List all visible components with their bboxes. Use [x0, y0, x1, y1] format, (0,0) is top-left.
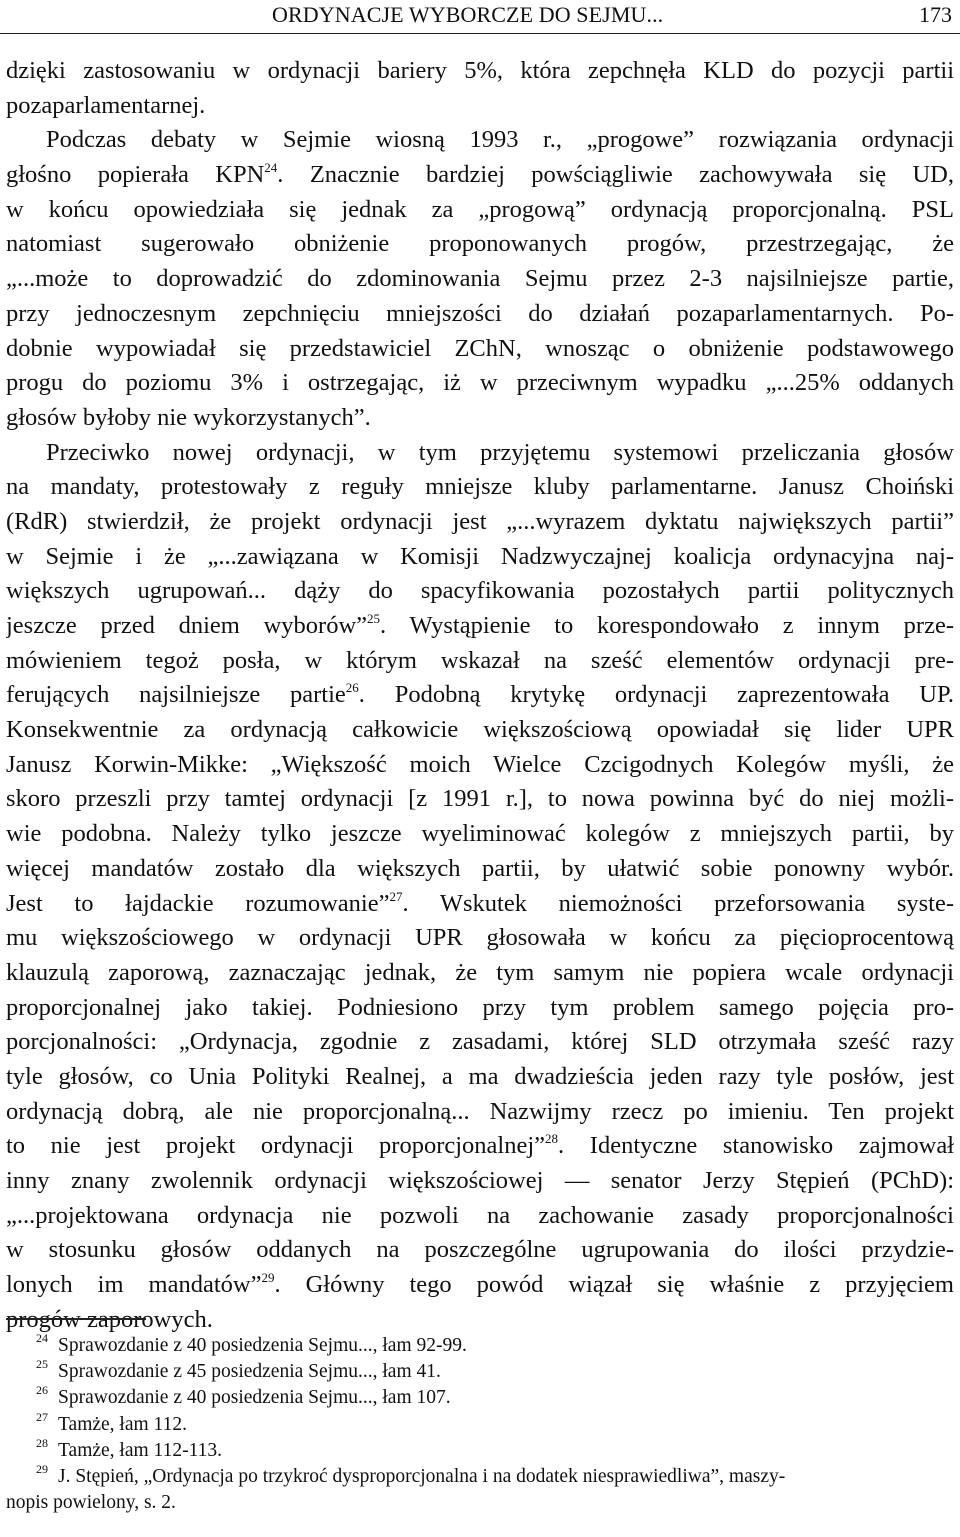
text-line	[6, 1129, 954, 1164]
text-line: dobnie wypowiadał się przedstawiciel ZChN, wnosząc o obniżenie podstawowego	[6, 334, 954, 362]
footnote	[6, 1333, 954, 1359]
text-line: w stosunku głosów oddanych na poszczególne ugrupowania do ilości przydzie-	[6, 1236, 954, 1264]
text-line: „...projektowana ordynacja nie pozwoli na zachowanie zasady proporcjonalności	[6, 1201, 954, 1229]
footnote-ref: 24	[264, 160, 278, 176]
footnote-ref: 27	[389, 888, 403, 904]
text-segment: . Wskutek niemożności przeforsowania syste-	[402, 889, 954, 917]
text-line: „...może to doprowadzić do zdominowania Sejmu przez 2-3 najsilniejsze partie,	[6, 265, 954, 293]
footnote-number: 24	[36, 1333, 48, 1345]
running-title: ORDYNACJE WYBORCZE DO SEJMU...	[272, 2, 664, 27]
text-line: proporcjonalnej jako takiej. Podniesiono przy tym problem samego pojęcia pro-	[6, 993, 954, 1021]
text-line: tyle głosów, co Unia Polityki Realnej, a ma dwadzieścia jeden razy tyle posłów, jest	[6, 1062, 954, 1090]
body-text	[6, 54, 954, 1337]
footnote-text: Sprawozdanie z 40 posiedzenia Sejmu..., łam 92-99.	[58, 1335, 467, 1356]
text-line	[6, 1268, 954, 1303]
page-number: 173	[919, 2, 952, 27]
footnote	[6, 1438, 954, 1464]
text-line: progów zaporowych.	[6, 1305, 213, 1333]
text-line: ordynacją dobrą, ale nie proporcjonalną... Nazwijmy rzecz po imieniu. Ten projekt	[6, 1097, 954, 1125]
footnote-text: Sprawozdanie z 40 posiedzenia Sejmu..., łam 107.	[58, 1387, 451, 1409]
text-line	[6, 887, 954, 922]
text-line: Przeciwko nowej ordynacji, w tym przyjętemu systemowi przeliczania głosów	[46, 438, 954, 466]
text-line: inny znany zwolennik ordynacji większościowej — senator Jerzy Stępień (PChD):	[6, 1167, 954, 1194]
footnote-ref: 25	[367, 611, 381, 626]
text-line: dzięki zastosowaniu w ordynacji bariery 5%, która zepchnęła KLD do pozycji partii	[6, 57, 954, 84]
footnotes	[6, 1333, 954, 1516]
footnote	[6, 1412, 954, 1438]
text-line: skoro przeszli przy tamtej ordynacji [z 1991 r.], to nowa powinna być do niej możli-	[6, 785, 954, 813]
text-line: natomiast sugerowało obniżenie proponowanych progów, przestrzegając, że	[6, 230, 954, 258]
footnote	[6, 1385, 954, 1411]
text-line: na mandaty, protestowały z reguły mniejsze kluby parlamentarne. Janusz Choiński	[6, 473, 954, 501]
text-line: Podczas debaty w Sejmie wiosną 1993 r., „progowe” rozwiązania ordynacji	[46, 126, 954, 154]
text-line: w Sejmie i że „...zawiązana w Komisji Nadzwyczajnej koalicja ordynacyjna naj-	[6, 542, 954, 570]
text-line: Konsekwentnie za ordynacją całkowicie większościową opowiadał się lider UPR	[6, 716, 954, 744]
text-line: porcjonalności: „Ordynacja, zgodnie z zasadami, której SLD otrzymała sześć razy	[6, 1028, 954, 1056]
footnote-text: J. Stępień, „Ordynacja po trzykroć dysproporcjonalna i na dodatek niesprawiedliwa”, maszy-	[58, 1465, 786, 1487]
text-segment: Jest to łajdackie rozumowanie”	[6, 889, 390, 917]
text-line	[6, 609, 954, 644]
footnote-number: 26	[36, 1385, 48, 1398]
text-line: Janusz Korwin-Mikke: „Większość moich Wielce Czcigodnych Kolegów myśli, że	[6, 750, 954, 778]
text-segment: głośno popierała KPN	[6, 161, 265, 189]
footnote-rule	[6, 1318, 146, 1320]
footnote-text: Tamże, łam 112.	[58, 1413, 187, 1435]
footnote-number: 27	[36, 1411, 48, 1424]
text-line: pozaparlamentarnej.	[6, 91, 206, 119]
footnote-text: Sprawozdanie z 45 posiedzenia Sejmu..., łam 41.	[58, 1361, 441, 1383]
text-line: więcej mandatów zostało dla większych partii, by ułatwić sobie ponowny wybór.	[6, 854, 954, 882]
footnote	[6, 1464, 954, 1490]
footnote	[6, 1359, 954, 1385]
text-segment: lonych im mandatów”	[6, 1271, 262, 1299]
text-line: mu większościowego w ordynacji UPR głosowała w końcu za pięcioprocentową	[6, 924, 954, 952]
footnote-ref: 29	[261, 1270, 275, 1286]
footnote-number: 29	[36, 1463, 48, 1476]
text-line: przy jednoczesnym zepchnięciu mniejszości do działań pozaparlamentarnych. Po-	[6, 299, 954, 327]
text-line: wie podobna. Należy tylko jeszcze wyeliminować kolegów z mniejszych partii, by	[6, 820, 954, 848]
header-rule	[0, 33, 960, 34]
text-segment: . Podobną krytykę ordynacji zaprezentowała UP.	[358, 681, 954, 709]
text-line: w końcu opowiedziała się jednak za „progową” ordynacją proporcjonalną. PSL	[6, 195, 954, 223]
text-segment: . Identyczne stanowisko zajmował	[558, 1132, 954, 1160]
footnote-text: Tamże, łam 112-113.	[58, 1439, 222, 1461]
text-line	[6, 158, 954, 193]
text-segment: to nie jest projekt ordynacji proporcjonalnej”	[6, 1132, 546, 1160]
text-line: mówieniem tegoż posła, w którym wskazał na sześć elementów ordynacji pre-	[6, 646, 954, 674]
text-segment: ferujących najsilniejsze partie	[6, 681, 346, 709]
text-segment: . Wystąpienie to korespondowało z innym prze-	[380, 612, 954, 639]
footnote-number: 25	[36, 1359, 48, 1372]
text-segment: . Główny tego powód wiązał się właśnie z przyjęciem	[274, 1271, 954, 1299]
text-line: progu do poziomu 3% i ostrzegając, iż w przeciwnym wypadku „...25% oddanych	[6, 369, 954, 397]
text-line	[6, 678, 954, 713]
text-line: klauzulą zaporową, zaznaczając jednak, że tym samym nie popiera wcale ordynacji	[6, 958, 954, 986]
running-header	[0, 0, 960, 36]
text-line: (RdR) stwierdził, że projekt ordynacji jest „...wyrazem dyktatu największych partii”	[6, 507, 954, 535]
footnote-number: 28	[36, 1437, 48, 1450]
footnote-continuation: nopis powielony, s. 2.	[6, 1492, 176, 1514]
footnote-ref: 26	[345, 680, 359, 696]
text-line: większych ugrupowań... dąży do spacyfikowania pozostałych partii politycznych	[6, 577, 954, 605]
text-line: głosów byłoby nie wykorzystanych”.	[6, 403, 371, 431]
footnote-ref: 28	[545, 1131, 559, 1147]
text-segment: jeszcze przed dniem wyborów”	[6, 612, 368, 639]
text-segment: . Znacznie bardziej powściągliwie zachowywała się UD,	[277, 161, 954, 189]
